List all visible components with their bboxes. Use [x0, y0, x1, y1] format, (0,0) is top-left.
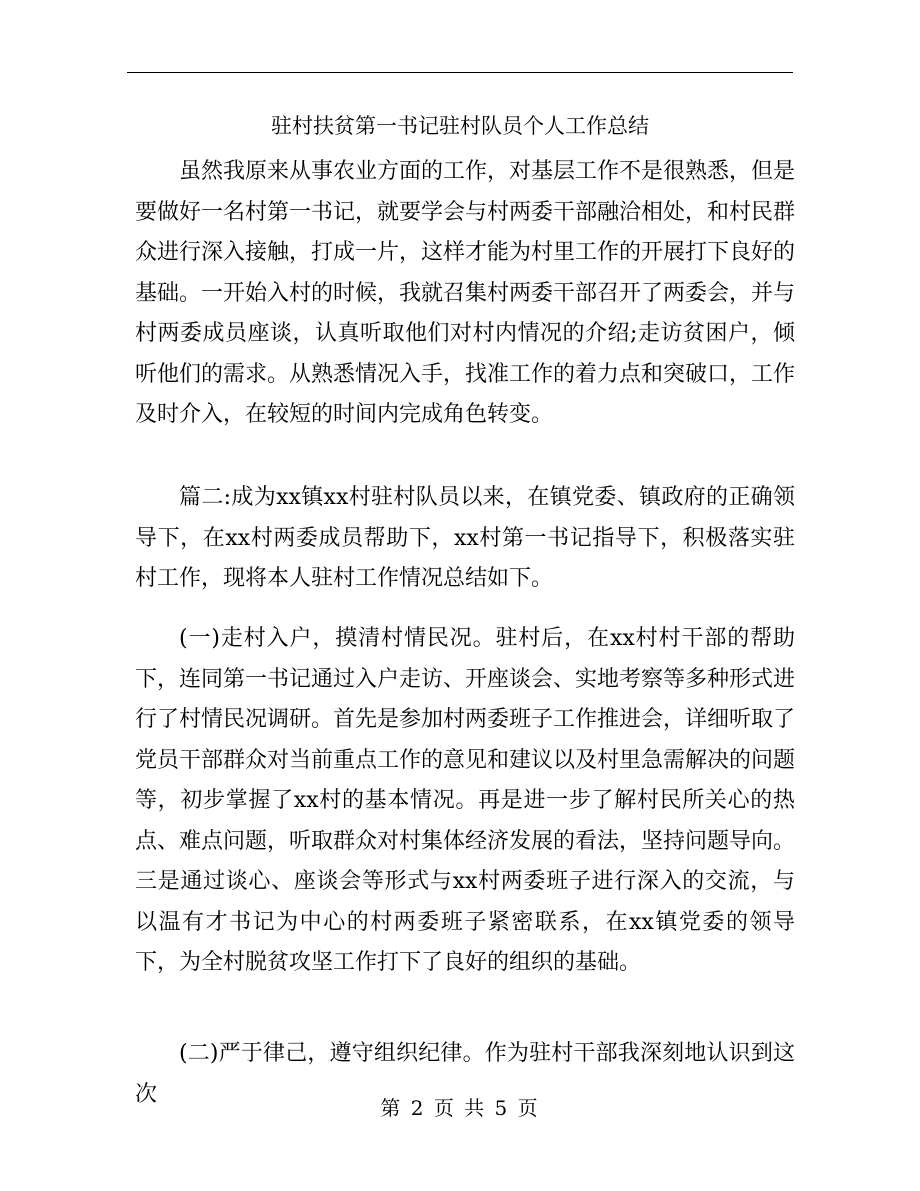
- paragraph-text: 虽然我原来从事农业方面的工作，对基层工作不是很熟悉，但是要做好一名村第一书记，就要学会与村两委干部融洽相处，和村民群众进行深入接触，打成一片，这样才能为村里工作的开展打下良好的基础。一开始入村的时候，我就召集村两委干部召开了两委会，并与村两委成员座谈，认真听取他们对村内情况的介绍;走访贫困户，倾听他们的需求。从熟悉情况入手，找准工作的着力点和突破口，工作及时介入，在较短的时间内完成角色转变。: [135, 159, 796, 427]
- paragraph-text: (一)走村入户，摸清村情民况。驻村后，在xx村村干部的帮助下，连同第一书记通过入户走访、开座谈会、实地考察等多种形式进行了村情民况调研。首先是参加村两委班子工作推进会，详细听取了党员干部群众对当前重点工作的意见和建议以及村里急需解决的问题等，初步掌握了xx村的基本情况。再是进一步了解村民所关心的热点、难点问题，听取群众对村集体经济发展的看法，坚持问题导向。三是通过谈心、座谈会等形式与xx村两委班子进行深入的交流，与以温有才书记为中心的村两委班子紧密联系，在xx镇党委的领导下，为全村脱贫攻坚工作打下了良好的组织的基础。: [135, 626, 796, 975]
- paragraph-text: 篇二:成为xx镇xx村驻村队员以来，在镇党委、镇政府的正确领导下，在xx村两委成员帮助下，xx村第一书记指导下，积极落实驻村工作，现将本人驻村工作情况总结如下。: [135, 485, 795, 591]
- page-number-footer: 第 2 页 共 5 页: [380, 1096, 540, 1120]
- document-title: 驻村扶贫第一书记驻村队员个人工作总结: [271, 114, 649, 138]
- paragraph-3: [135, 619, 795, 984]
- header-divider: [127, 72, 793, 73]
- paragraph-1: [135, 152, 795, 436]
- paragraph-text: (二)严于律己，遵守组织纪律。作为驻村干部我深刻地认识到这次: [135, 1041, 795, 1107]
- paragraph-2: [135, 478, 795, 600]
